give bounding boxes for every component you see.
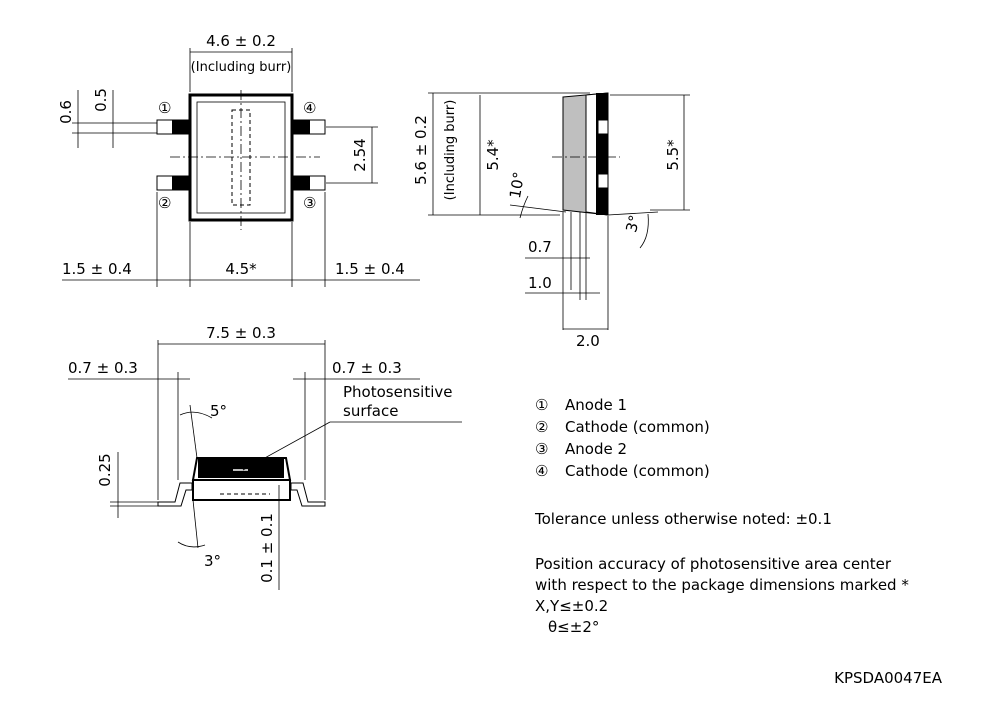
pitch-dim: 2.54 bbox=[351, 138, 369, 172]
front-right-dim: 0.7 ± 0.3 bbox=[332, 359, 402, 377]
front-angle-top: 5° bbox=[210, 402, 228, 420]
tolerance-note: Tolerance unless otherwise noted: ±0.1 bbox=[535, 510, 832, 528]
side-inner-dim: 5.4* bbox=[484, 139, 502, 171]
lead-2-fill bbox=[172, 176, 190, 190]
legend-text-3: Anode 2 bbox=[565, 440, 628, 458]
side-dim-a: 0.7 bbox=[528, 238, 552, 256]
lead-4-fill bbox=[292, 120, 310, 134]
top-view bbox=[57, 32, 420, 287]
position-note-2: with respect to the package dimensions marked * bbox=[535, 576, 909, 594]
side-dim-c: 2.0 bbox=[576, 332, 600, 350]
angle-3-arc bbox=[178, 542, 205, 547]
notes bbox=[534, 510, 909, 636]
top-body-dim: 4.5* bbox=[225, 260, 257, 278]
lead-dim-b: 0.5 bbox=[92, 88, 110, 112]
front-left-dim: 0.7 ± 0.3 bbox=[68, 359, 138, 377]
position-note-4: θ≤±2° bbox=[548, 618, 600, 636]
side-angle-a: 10° bbox=[505, 170, 529, 200]
legend-text-1: Anode 1 bbox=[565, 396, 628, 414]
front-body-fill bbox=[198, 459, 284, 478]
front-body-bottom bbox=[193, 480, 290, 500]
front-lead-thk: 0.25 bbox=[96, 453, 114, 487]
pin2-label: ② bbox=[158, 194, 172, 212]
side-height-note: (Including burr) bbox=[443, 99, 458, 201]
photo-label-2: surface bbox=[343, 402, 399, 420]
photo-label-1: Photosensitive bbox=[343, 383, 453, 401]
side-right-dim: 5.5* bbox=[664, 139, 682, 171]
top-width-dim: 4.6 ± 0.2 bbox=[206, 32, 276, 50]
legend-num-1: ① bbox=[535, 396, 549, 414]
front-standoff: 0.1 ± 0.1 bbox=[258, 513, 276, 583]
angle-5-line bbox=[190, 405, 197, 458]
pin1-label: ① bbox=[158, 99, 172, 117]
legend bbox=[535, 396, 710, 480]
side-lead-a bbox=[598, 120, 608, 134]
top-right-dim: 1.5 ± 0.4 bbox=[335, 260, 405, 278]
front-view bbox=[68, 324, 462, 590]
angle-line-b bbox=[608, 212, 658, 215]
side-view bbox=[412, 93, 690, 350]
angle-line-a bbox=[510, 205, 566, 212]
lead-3-fill bbox=[292, 176, 310, 190]
pin4-label: ④ bbox=[303, 99, 317, 117]
front-angle-bottom: 3° bbox=[204, 552, 222, 570]
side-lead-b bbox=[598, 174, 608, 188]
legend-num-2: ② bbox=[535, 418, 549, 436]
top-width-note: (Including burr) bbox=[190, 60, 292, 75]
drawing-code: KPSDA0047EA bbox=[834, 669, 942, 687]
pin3-label: ③ bbox=[303, 194, 317, 212]
angle-5-arc bbox=[180, 412, 212, 418]
legend-num-4: ④ bbox=[535, 462, 549, 480]
angle-3-line bbox=[193, 500, 198, 548]
front-width-dim: 7.5 ± 0.3 bbox=[206, 324, 276, 342]
side-lead-strip bbox=[596, 93, 608, 215]
side-dim-b: 1.0 bbox=[528, 274, 552, 292]
position-note-3: X,Y≤±0.2 bbox=[535, 597, 609, 615]
legend-text-2: Cathode (common) bbox=[565, 418, 710, 436]
legend-num-3: ③ bbox=[535, 440, 549, 458]
side-angle-b: 3° bbox=[622, 213, 645, 235]
legend-text-4: Cathode (common) bbox=[565, 462, 710, 480]
lead-dim-a: 0.6 bbox=[57, 100, 75, 124]
front-lead-left bbox=[158, 483, 192, 506]
front-lead-right bbox=[291, 483, 325, 506]
position-note-1: Position accuracy of photosensitive area center bbox=[535, 555, 892, 573]
side-height-dim: 5.6 ± 0.2 bbox=[412, 115, 430, 185]
lead-1-fill bbox=[172, 120, 190, 134]
top-left-dim: 1.5 ± 0.4 bbox=[62, 260, 132, 278]
